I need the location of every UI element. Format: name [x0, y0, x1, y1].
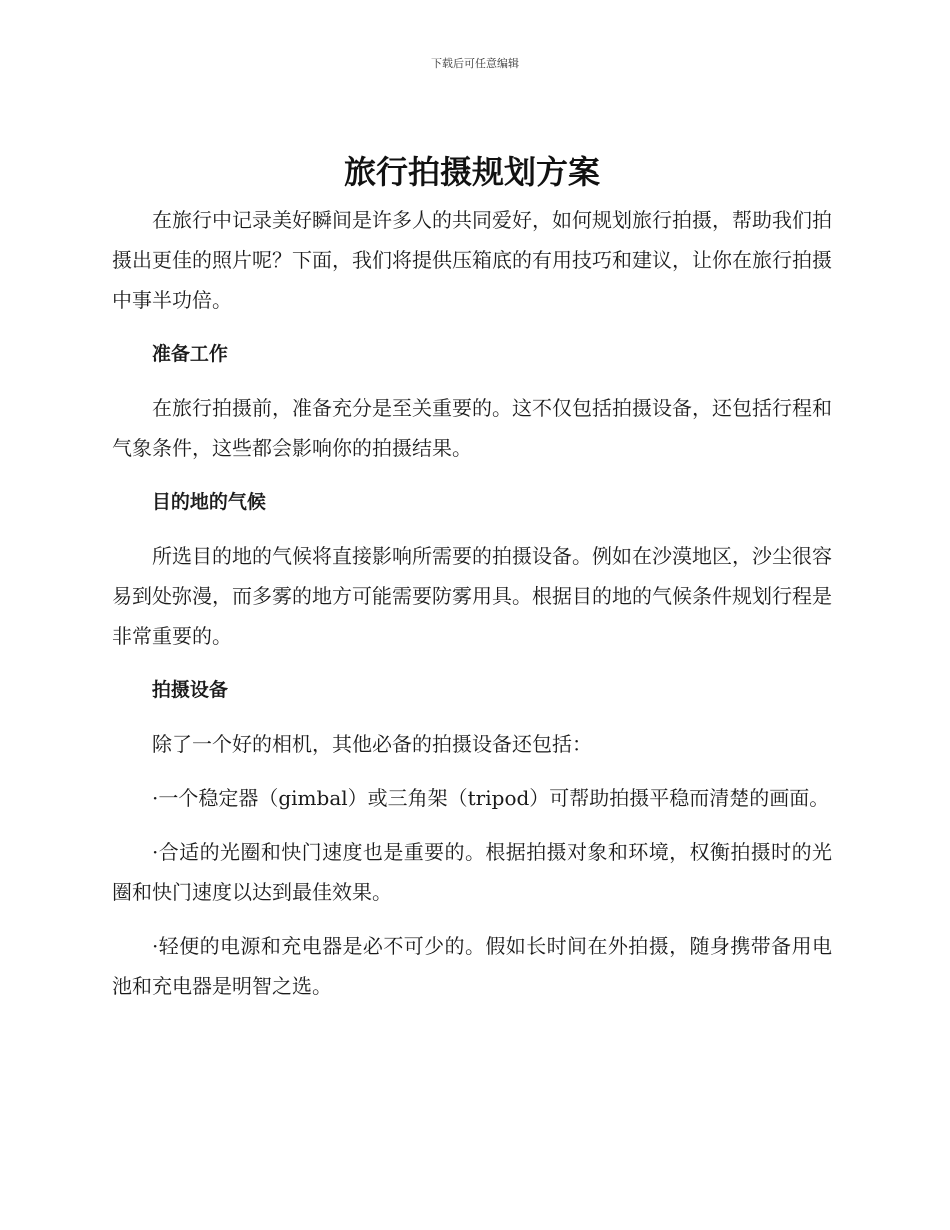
- list-item: [112, 926, 832, 1006]
- list-item: [112, 832, 832, 912]
- intro-paragraph: 在旅行中记录美好瞬间是许多人的共同爱好，如何规划旅行拍摄，帮助我们拍摄出更佳的照片呢？下面，我们将提供压箱底的有用技巧和建议，让你在旅行拍摄中事半功倍。: [112, 208, 832, 312]
- section-heading-preparation: 准备工作: [151, 343, 228, 365]
- document-title: 旅行拍摄规划方案: [343, 153, 600, 191]
- list-item: [112, 778, 832, 818]
- bullet-icon: ·: [152, 786, 159, 810]
- section-heading-equipment: 拍摄设备: [151, 679, 228, 701]
- bullet-icon: ·: [152, 840, 159, 864]
- section-body-equipment: 除了一个好的相机，其他必备的拍摄设备还包括：: [152, 732, 592, 756]
- list-item-text: 合适的光圈和快门速度也是重要的。根据拍摄对象和环境，权衡拍摄时的光圈和快门速度以达到最佳效果。: [112, 840, 832, 904]
- list-item-text: 轻便的电源和充电器是必不可少的。假如长时间在外拍摄，随身携带备用电池和充电器是明智之选。: [112, 934, 832, 998]
- bullet-icon: ·: [152, 934, 159, 958]
- equipment-list: [112, 778, 832, 1006]
- document-body: [112, 150, 832, 1020]
- list-item-text: 一个稳定器（gimbal）或三角架（tripod）可帮助拍摄平稳而清楚的画面。: [158, 786, 830, 810]
- section-body-preparation: 在旅行拍摄前，准备充分是至关重要的。这不仅包括拍摄设备，还包括行程和气象条件，这些都会影响你的拍摄结果。: [112, 396, 832, 460]
- section-body-climate: 所选目的地的气候将直接影响所需要的拍摄设备。例如在沙漠地区，沙尘很容易到处弥漫，而多雾的地方可能需要防雾用具。根据目的地的气候条件规划行程是非常重要的。: [112, 544, 832, 648]
- header-note: 下载后可任意编辑: [431, 57, 519, 70]
- section-heading-climate: 目的地的气候: [151, 491, 266, 513]
